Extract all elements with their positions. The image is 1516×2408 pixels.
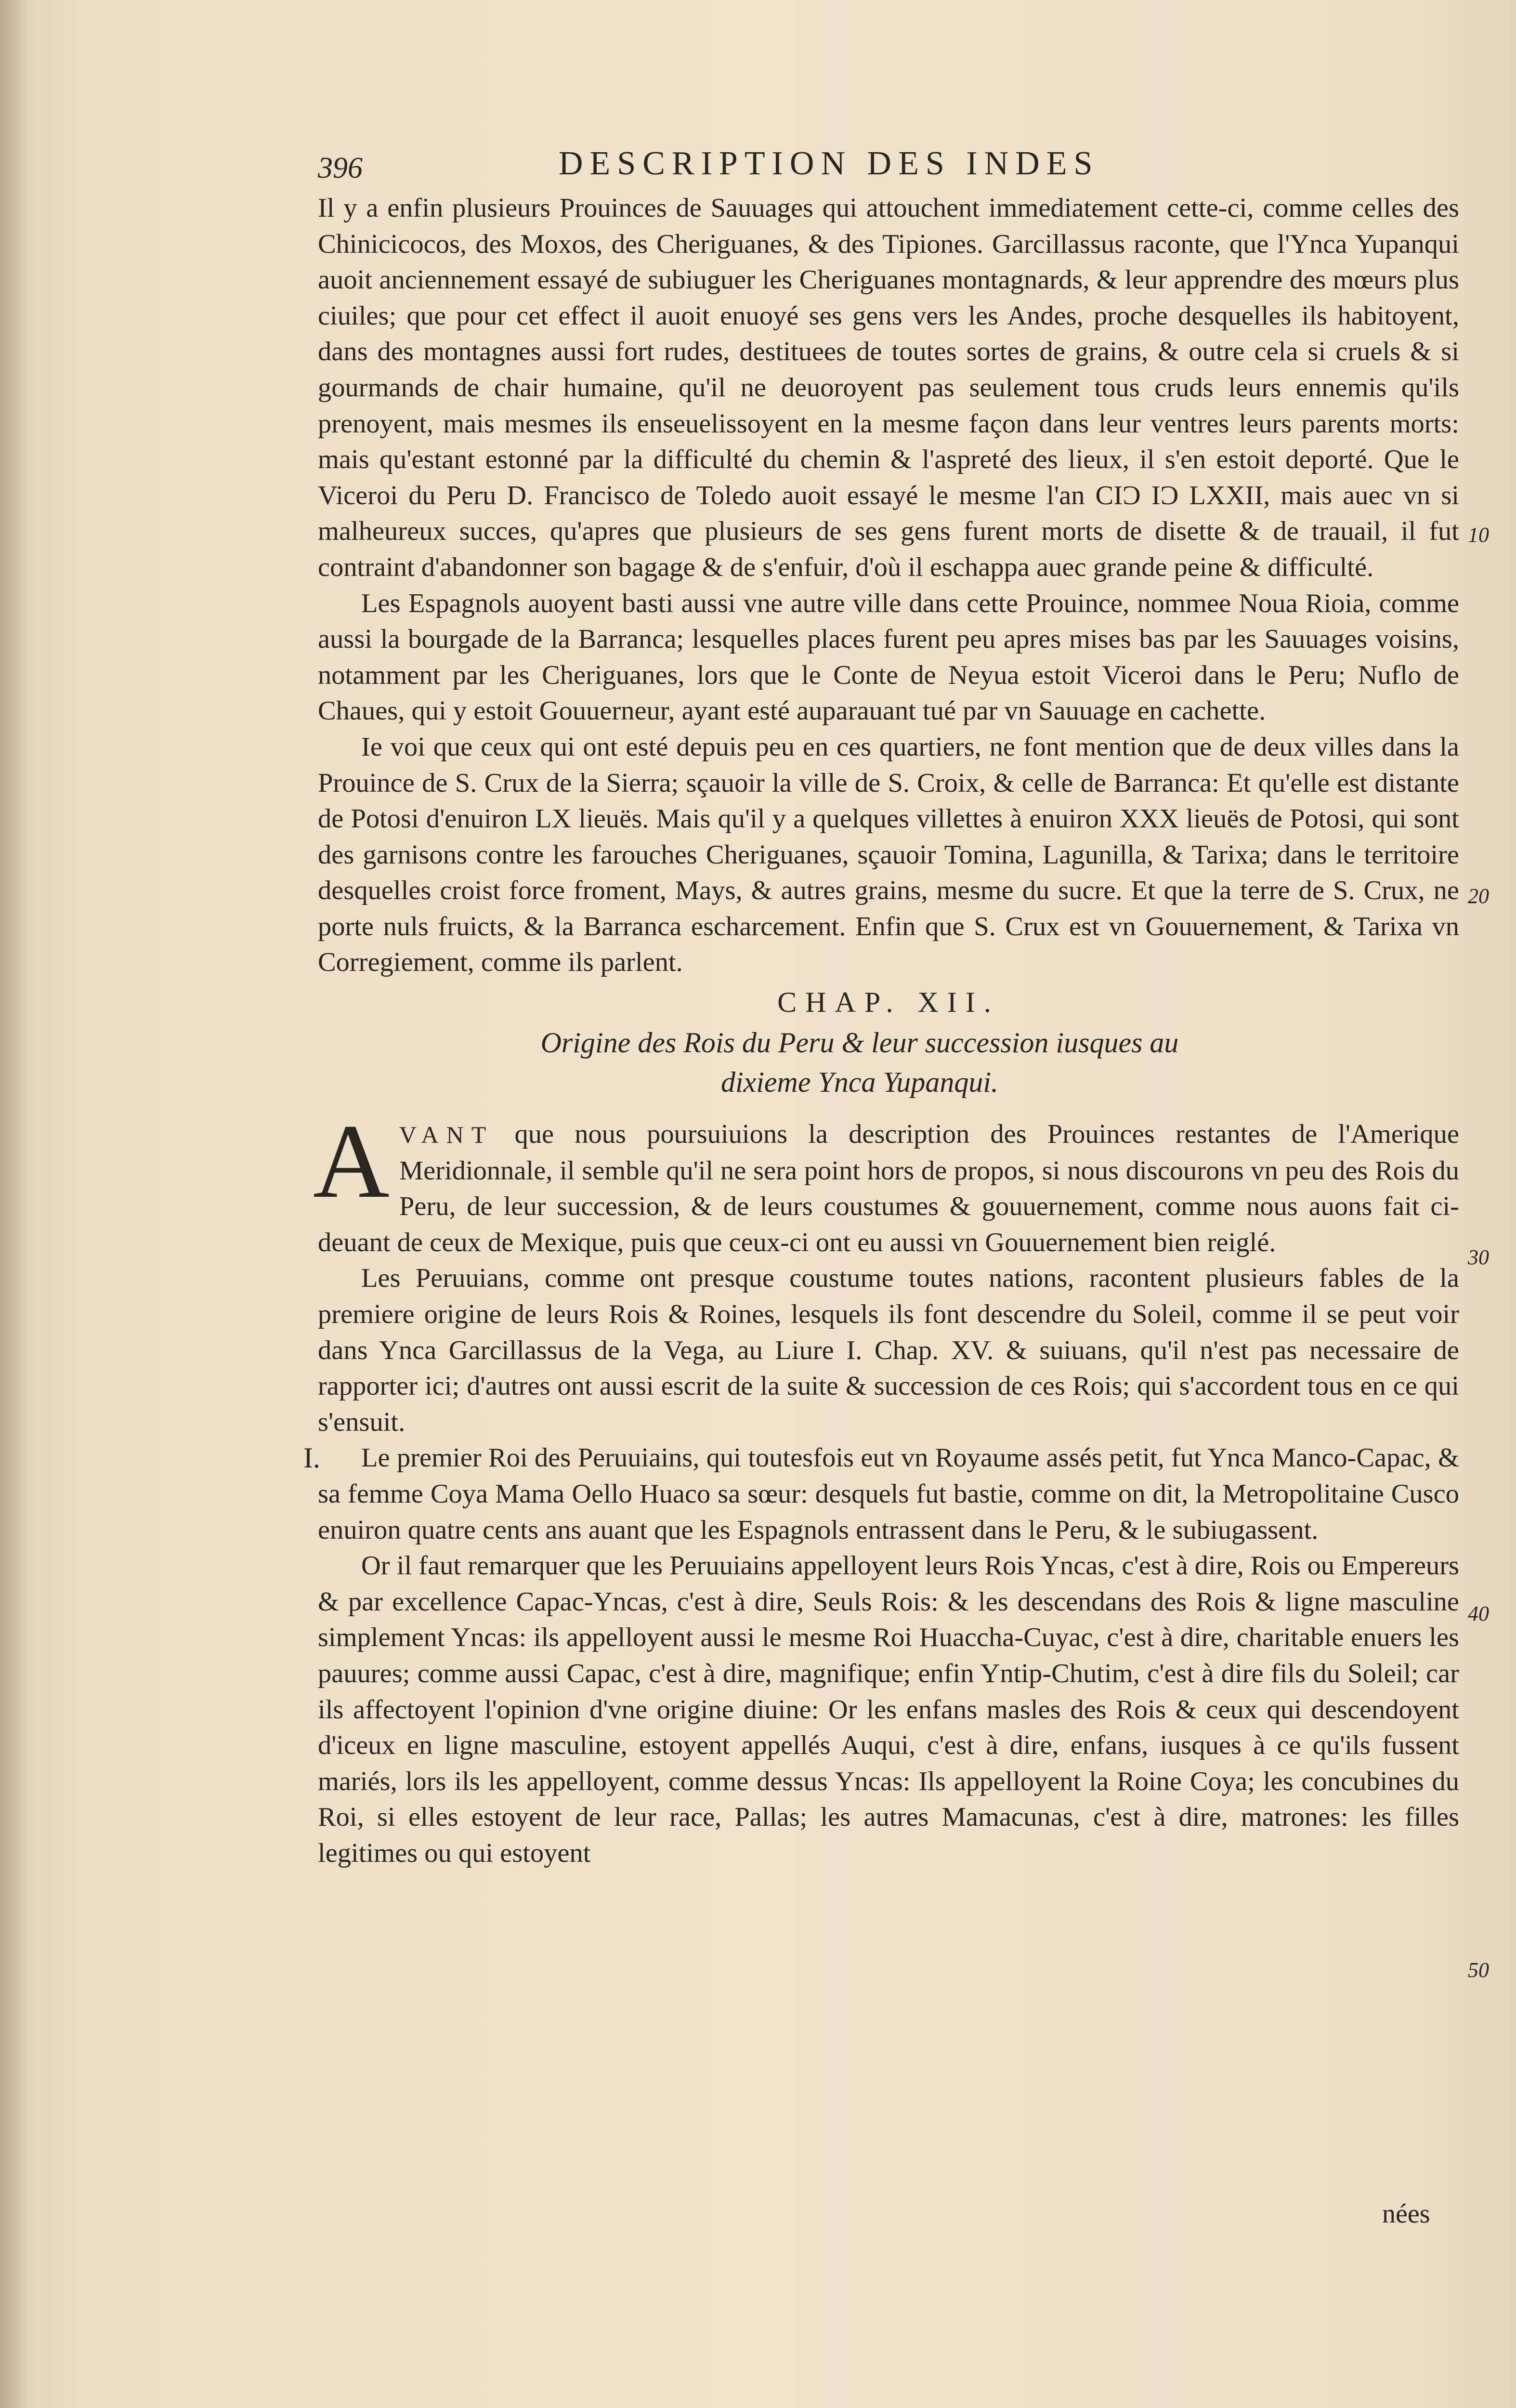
- chapter-title: [318, 1023, 1459, 1102]
- binding-shadow: [0, 0, 29, 2408]
- paragraph-text: que nous poursuiuions la description des Prouinces restantes de l'Amerique Meridionnale, il semble qu'il ne sera point hors de propos, si nous discourons vn peu des Rois du Peru, de leur succession, & de leurs coustumes & gouuernement, comme nous auons fait ci-deuant de ceux de Mexique, puis que ceux-ci ont eu aussi vn Gouuernement bien reiglé.: [318, 1119, 1459, 1257]
- paragraph: Les Espagnols auoyent basti aussi vne autre ville dans cette Prouince, nommee Noua Rioia, comme aussi la bourgade de la Barranca; lesquelles places furent peu apres mises bas par les Sauuages voisins, notamment par les Cheriguanes, lors que le Conte de Neyua estoit Viceroi dans le Peru; Nuflo de Chaues, qui y estoit Gouuerneur, ayant esté auparauant tué par vn Sauuage en cachette.: [318, 588, 1459, 726]
- chapter-label: CHAP. XII.: [777, 986, 1000, 1019]
- running-title: DESCRIPTION DES INDES: [559, 145, 1099, 182]
- chapter-title-line: dixieme Ynca Yupanqui.: [720, 1066, 999, 1099]
- paragraph: Il y a enfin plusieurs Prouinces de Sauuages qui attouchent immediatement cette-ci, comme celles des Chinicicocos, des Moxos, des Cheriguanes, & des Tipiones. Garcillassus raconte, que l'Ynca Yupanqui auoit anciennement essayé de subiuguer les Cheriguanes montagnards, & leur apprendre des mœurs plus ciuiles; que pour cet effect il auoit enuoyé ses gens vers les Andes, proche desquelles ils habitoyent, dans des montagnes aussi fort rudes, destituees de toutes sortes de grains, & outre cela si cruels & si gourmands de chair humaine, qu'il ne deuoroyent pas seulement tous cruds leurs ennemis qu'ils prenoyent, mais mesmes ils enseuelissoyent en la mesme façon dans leur ventres leurs parents morts: mais qu'estant estonné par la difficulté du chemin & l'aspreté des lieux, il s'en estoit deporté. Que le Viceroi du Peru D. Francisco de Toledo auoit essayé le mesme l'an CIƆ IƆ LXXII, mais auec vn si malheureux succes, qu'apres que plusieurs de ses gens furent morts de disette & de trauail, il fut contraint d'abandonner son bagage & de s'enfuir, d'où il eschappa auec grande peine & difficulté.: [318, 193, 1459, 582]
- line-number-margin: 10: [1468, 523, 1489, 547]
- drop-cap: A: [313, 1102, 390, 1220]
- line-number-margin: 30: [1468, 1245, 1489, 1269]
- item-number: I.: [303, 1442, 320, 1474]
- line-number-margin: 40: [1468, 1602, 1489, 1625]
- page-number: 396: [318, 152, 363, 184]
- main-text: [303, 190, 1460, 1871]
- line-number-margin: 20: [1468, 884, 1489, 908]
- paragraph-text: Le premier Roi des Peruuiains, qui toutesfois eut vn Royaume assés petit, fut Ynca Manco-Capac, & sa femme Coya Mama Oello Huaco sa sœur: desquels fut bastie, comme on dit, la Metropolitaine Cusco enuiron quatre cents ans auant que les Espagnols entrassent dans le Peru, & le subiugassent.: [318, 1443, 1459, 1545]
- paragraph: Or il faut remarquer que les Peruuiains appelloyent leurs Rois Yncas, c'est à dire, Rois ou Empereurs & par excellence Capac-Yncas, c'est à dire, Seuls Rois: & les descendans des Rois & ligne masculine simplement Yncas: ils appelloyent aussi le mesme Roi Huaccha-Cuyac, c'est à dire, charitable enuers les pauures; comme aussi Capac, c'est à dire, magnifique; enfin Yntip-Chutim, c'est à dire fils du Soleil; car ils affectoyent l'opinion d'vne origine diuine: Or les enfans masles des Rois & ceux qui descendoyent d'iceux en ligne masculine, estoyent appellés Auqui, c'est à dire, enfans, iusques à ce qu'ils fussent mariés, lors ils les appelloyent, comme dessus Yncas: Ils appelloyent la Roine Coya; les concubines du Roi, si elles estoyent de leur race, Pallas; les autres Mamacunas, c'est à dire, matrones: les filles legitimes ou qui estoyent: [318, 1551, 1460, 1868]
- chapter-title-line: Origine des Rois du Peru & leur succession iusques au: [540, 1027, 1179, 1059]
- catchword: nées: [1382, 2199, 1430, 2229]
- first-word: VANT: [399, 1121, 494, 1149]
- paragraph: Les Peruuians, comme ont presque coustume toutes nations, racontent plusieurs fables de la premiere origine de leurs Rois & Roines, lesquels ils font descendre du Soleil, comme il se peut voir dans Ynca Garcillassus de la Vega, au Liure I. Chap. XV. & suiuans, qu'il n'est pas necessaire de rapporter ici; d'autres ont aussi escrit de la suite & succession de ces Rois; qui s'accordent tous en ce qui s'ensuit.: [318, 1263, 1459, 1437]
- running-header: [318, 144, 1223, 188]
- paragraph: [313, 1102, 1459, 1260]
- line-number-margin: 50: [1468, 1958, 1489, 1982]
- paragraph: Ie voi que ceux qui ont esté depuis peu en ces quartiers, ne font mention que de deux villes dans la Prouince de S. Crux de la Sierra; sçauoir la ville de S. Croix, & celle de Barranca: Et qu'elle est distante de Potosi d'enuiron LX lieuës. Mais qu'il y a quelques villettes à enuiron XXX lieuës de Potosi, qui sont des garnisons contre les farouches Cheriguanes, sçauoir Tomina, Lagunilla, & Tarixa; dans le territoire desquelles croist force froment, Mays, & autres grains, mesme du sucre. Et que la terre de S. Crux, ne porte nuls fruicts, & la Barranca escharcement. Enfin que S. Crux est vn Gouuernement, & Tarixa vn Corregiement, comme ils parlent.: [318, 732, 1459, 978]
- numbered-paragraph: [303, 1440, 1459, 1548]
